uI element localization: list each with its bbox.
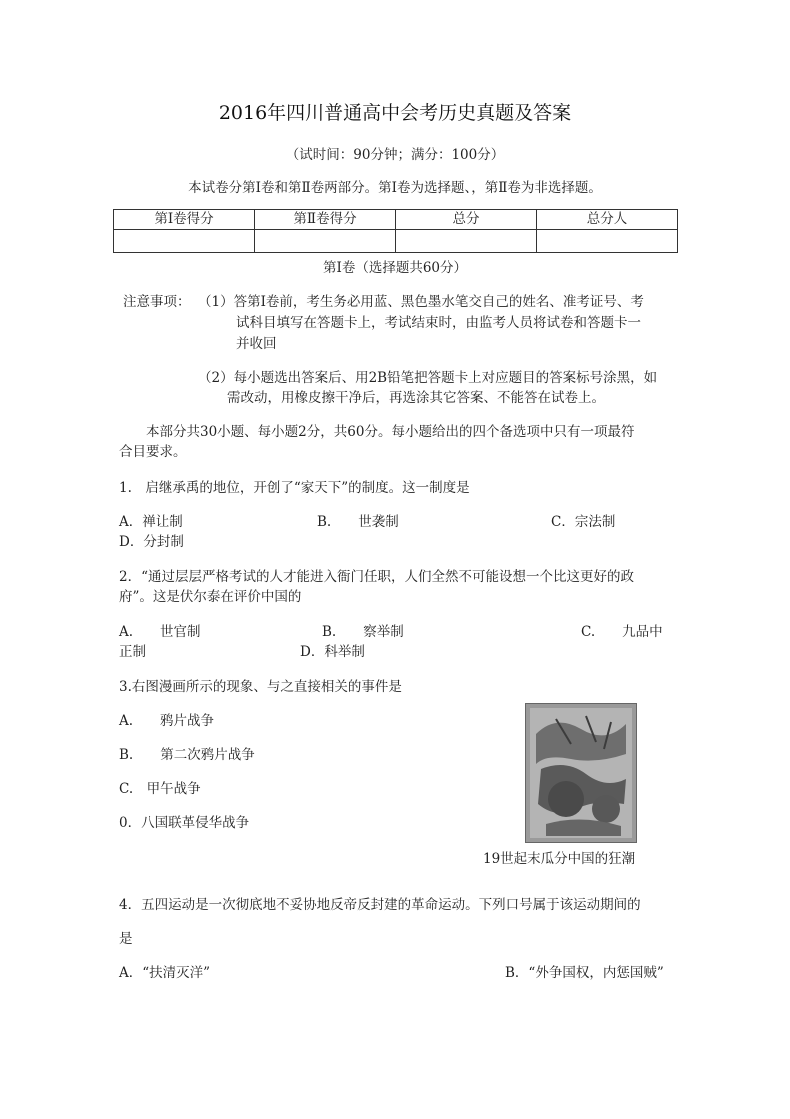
score-header-part2: 第Ⅱ卷得分 [255,210,396,230]
note-2-line-1: （2）每小题选出答案后、用2B铅笔把答题卡上对应题目的答案标号涂黑，如 [198,370,658,386]
section-heading: 第Ⅰ卷（选择题共60分） [322,260,467,276]
q4-stem-line-2: 是 [119,931,133,947]
score-cell-part2 [255,230,396,253]
exam-intro: 本试卷分第Ⅰ卷和第Ⅱ卷两部分。第Ⅰ卷为选择题、，第Ⅱ卷为非选择题。 [188,180,602,196]
score-header-part1: 第Ⅰ卷得分 [114,210,255,230]
note-1-line-2: 试科目填写在答题卡上，考试结束时，由监考人员将试卷和答题卡一 [236,315,641,331]
q1-option-a: A．禅让制 [119,514,183,530]
document-title: 2016年四川普通高中会考历史真题及答案 [218,102,572,124]
score-header-scorer: 总分人 [537,210,678,230]
q3-option-a: A. 鸦片战争 [119,713,215,729]
q2-stem-line-2: 府”。这是伏尔泰在评价中国的 [119,589,302,605]
q2-stem-line-1: 2．“通过层层严格考试的人才能进入衙门任职，人们全然不可能设想一个比这更好的政 [119,569,634,585]
q3-option-c: C. 甲午战争 [119,781,201,797]
instructions-line-2: 合目要求。 [119,444,187,460]
q2-option-d: D．科举制 [300,644,365,660]
q1-option-d: D．分封制 [119,534,184,550]
instructions-line-1: 本部分共30小题、每小题2分，共60分。每小题给出的四个备选项中只有一项最符 [146,424,635,440]
cartoon-image [525,703,637,843]
q4-option-a: A．“扶清灭洋” [119,965,211,981]
notes-label: 注意事项： [123,294,191,310]
score-table [113,209,678,253]
q1-option-c: C．宗法制 [551,514,616,530]
score-cell-part1 [114,230,255,253]
q4-option-b: B．“外争国权，内惩国贼” [505,965,664,981]
q1-stem: 1. 启继承禹的地位，开创了“家天下”的制度。这一制度是 [119,480,470,496]
q3-option-d: 0．八国联革侵华战争 [119,815,250,831]
note-1-line-3: 并收回 [236,336,277,352]
q2-option-b: B. 察举制 [322,624,404,640]
q4-stem-line-1: 4．五四运动是一次彻底地不妥协地反帝反封建的革命运动。下列口号属于该运动期间的 [119,897,641,913]
exam-duration: （试时间：90分钟；满分：100分） [285,147,505,163]
score-cell-scorer [537,230,678,253]
q1-option-b: B. 世袭制 [317,514,399,530]
note-2-line-2: 需改动，用橡皮擦干净后，再选涂其它答案、不能答在试卷上。 [227,390,605,406]
q2-option-c-continued: 正制 [119,644,146,660]
q3-option-b: B. 第二次鸦片战争 [119,747,255,763]
cartoon-caption: 19世起末瓜分中国的狂潮 [483,851,636,867]
cartoon-illustration [526,704,636,842]
score-cell-total [396,230,537,253]
q2-option-a: A. 世官制 [119,624,201,640]
note-1-line-1: （1）答第Ⅰ卷前，考生务必用蓝、黑色墨水笔交自己的姓名、准考证号、考 [198,294,644,310]
q3-stem: 3.右图漫画所示的现象、与之直接相关的事件是 [119,679,402,695]
q2-option-c: C. 九品中 [581,624,663,640]
score-header-total: 总分 [396,210,537,230]
